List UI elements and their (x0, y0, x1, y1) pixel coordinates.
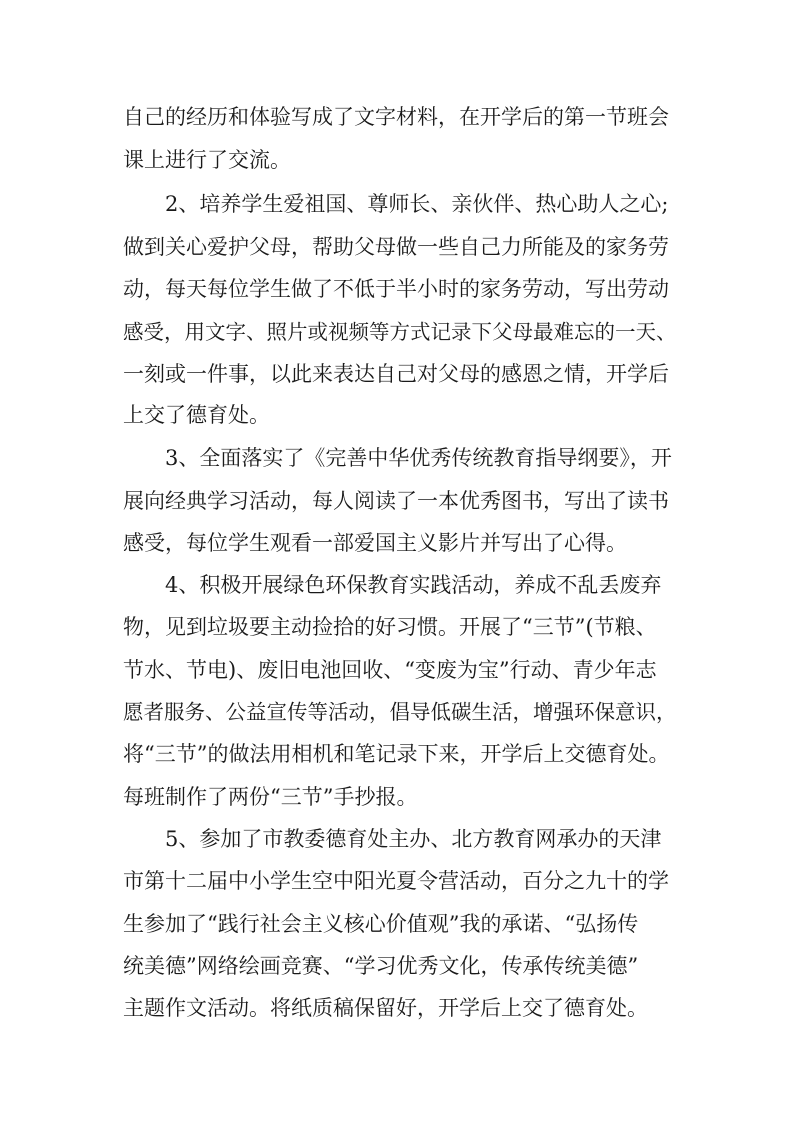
text-line: 展向经典学习活动，每人阅读了一本优秀图书，写出了读书 (123, 489, 669, 513)
paragraph-3-first-line: 3、全面落实了《完善中华优秀传统教育指导纲要》，开 (165, 446, 672, 470)
paragraph-4-first-line: 4、积极开展绿色环保教育实践活动，养成不乱丢废弃 (165, 573, 662, 597)
text-line: 一刻或一件事，以此来表达自己对父母的感恩之情，开学后 (123, 362, 669, 386)
text-line: 节水、节电)、废旧电池回收、“变废为宝”行动、青少年志 (123, 658, 657, 682)
paragraph-5-first-line: 5、参加了市教委德育处主办、北方教育网承办的天津 (165, 827, 662, 851)
text-line: 主题作文活动。将纸质稿保留好，开学后上交了德育处。 (123, 996, 648, 1020)
text-line: 生参加了“践行社会主义核心价值观”我的承诺、“弘扬传 (123, 912, 639, 936)
text-line: 课上进行了交流。 (123, 148, 291, 172)
text-line: 统美德”网络绘画竞赛、“学习优秀文化，传承传统美德” (123, 954, 639, 978)
text-line: 物，见到垃圾要主动捡拾的好习惯。开展了“三节”(节粮、 (123, 615, 657, 639)
text-line: 动，每天每位学生做了不低于半小时的家务劳动，写出劳动 (123, 277, 669, 301)
text-line: 市第十二届中小学生空中阳光夏令营活动，百分之九十的学 (123, 869, 669, 893)
text-line: 感受，每位学生观看一部爱国主义影片并写出了心得。 (123, 531, 627, 555)
text-line: 上交了德育处。 (123, 403, 270, 427)
text-line: 将“三节”的做法用相机和笔记录下来，开学后上交德育处。 (123, 742, 670, 766)
text-line: 自己的经历和体验写成了文字材料，在开学后的第一节班会 (123, 105, 669, 129)
paragraph-2-first-line: 2、培养学生爱祖国、尊师长、亲伙伴、热心助人之心; (165, 192, 669, 216)
text-line: 做到关心爱护父母，帮助父母做一些自己力所能及的家务劳 (123, 235, 669, 259)
text-line: 每班制作了两份“三节”手抄报。 (123, 785, 418, 809)
text-line: 愿者服务、公益宣传等活动，倡导低碳生活，增强环保意识， (123, 700, 677, 724)
text-line: 感受，用文字、照片或视频等方式记录下父母最难忘的一天、 (123, 320, 677, 344)
